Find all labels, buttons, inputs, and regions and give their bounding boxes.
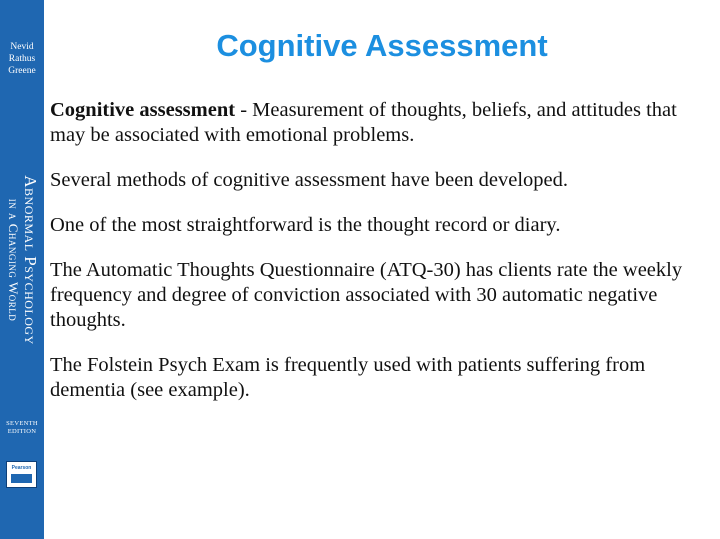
slide-title: Cognitive Assessment — [216, 28, 548, 63]
logo-bar — [11, 474, 32, 483]
body-paragraph: The Automatic Thoughts Questionnaire (ATQ-30) has clients rate the weekly frequency and degree of conviction associated with 30 automatic negative thoughts. — [50, 259, 683, 331]
author-name: Greene — [8, 66, 36, 76]
publisher-name: Pearson — [11, 465, 32, 471]
definition-term: Cognitive assessment — [50, 99, 236, 121]
book-title-sub: in a Changing World — [6, 198, 21, 322]
book-title-main: Abnormal Psychology — [21, 175, 40, 345]
publisher-logo-icon — [6, 461, 37, 488]
definition-paragraph — [50, 98, 710, 148]
slide-content — [50, 98, 710, 423]
body-paragraph: One of the most straightforward is the thought record or diary. — [50, 214, 561, 236]
edition-label — [0, 420, 44, 436]
author-name: Rathus — [8, 54, 36, 64]
author-list — [0, 41, 44, 77]
book-sidebar — [0, 0, 44, 539]
body-paragraph: Several methods of cognitive assessment have been developed. — [50, 169, 569, 191]
definition-text: - Measurement of thoughts, beliefs, and attitudes that may be associated with emotional problems. — [50, 99, 677, 146]
body-paragraph: The Folstein Psych Exam is frequently used with patients suffering from dementia (see example). — [50, 354, 646, 401]
author-name: Nevid — [10, 42, 34, 52]
edition-line: EDITION — [7, 428, 37, 435]
edition-line: SEVENTH — [6, 420, 38, 427]
